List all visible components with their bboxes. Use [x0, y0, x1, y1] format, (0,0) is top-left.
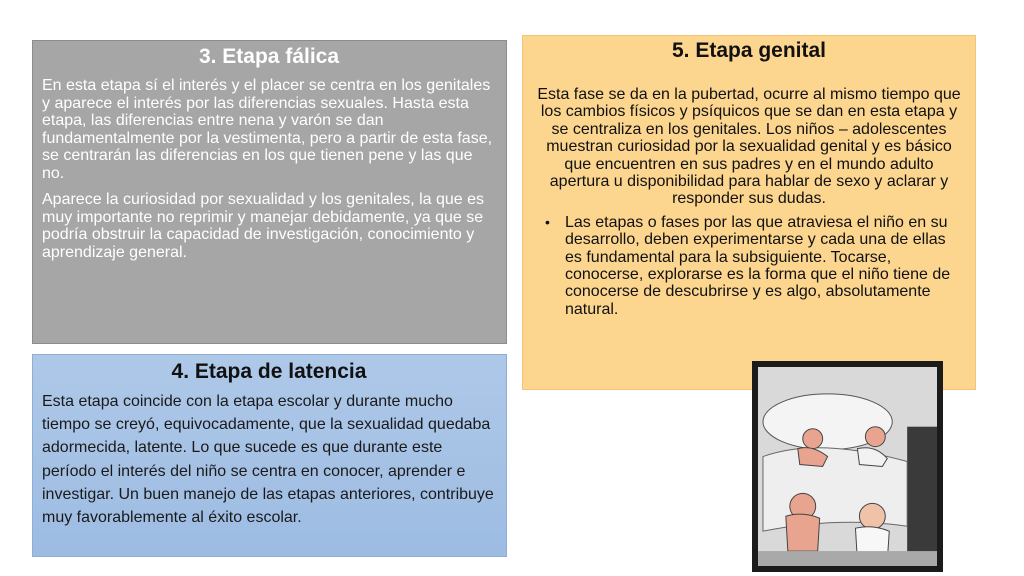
stage5-bullet-item	[545, 213, 963, 318]
stage5-text: Esta fase se da en la pubertad, ocurre al mismo tiempo que los cambios físicos y psíquicos que se dan en esta etapa y se centraliza en los genitales. Los niños – adolescentes muestran curiosidad por la sexualidad genital y es básico que encuentren en sus padres y en el mundo adulto apertura u disponibilidad para hablar de sexo y aclarar y responder sus dudas.	[537, 86, 961, 208]
stage5-panel	[522, 35, 976, 390]
stage4-text: Esta etapa coincide con la etapa escolar y durante mucho tiempo se creyó, equivocadamente, que la sexualidad quedaba adormecida, latente. Lo que sucede es que durante este período el interés del niño se centra en conocer, aprender e investigar. Un buen manejo de las etapas anteriores, contribuye muy favorablemente al éxito escolar.	[42, 393, 494, 527]
stage4-panel	[32, 354, 507, 557]
stage3-paragraph-1: En esta etapa sí el interés y el placer se centra en los genitales y aparece el interés por las diferencias sexuales. Hasta esta etapa, las diferencias entre nena y varón se dan fundamentalmente por la vestimenta, pero a partir de esta fase, se centrarán las diferencias en los que tienen pene y las que no.	[42, 77, 493, 182]
family-bed-illustration-drawing	[758, 367, 937, 566]
stage5-title: 5. Etapa genital	[671, 39, 827, 62]
bullet-icon: •	[545, 213, 550, 230]
family-bed-illustration	[752, 361, 943, 572]
stage5-bullet-list	[535, 214, 963, 318]
stage3-title: 3. Etapa fálica	[198, 45, 340, 68]
stage5-bullet-text: Las etapas o fases por las que atraviesa el niño en su desarrollo, deben experimentarse y cada una de ellas es fundamental para la subsiguiente. Tocarse, conocerse, explorarse es la forma que el niño tiene de conocerse de descubrirse y es algo, absolutamente natural.	[565, 213, 951, 318]
stage4-title: 4. Etapa de latencia	[171, 360, 367, 383]
stage3-paragraph-2: Aparece la curiosidad por sexualidad y los genitales, la que es muy importante no reprimir y manejar debidamente, ya que se podría obstruir la capacidad de investigación, conocimiento y aprendizaje general.	[42, 191, 485, 261]
stage3-panel	[32, 40, 507, 344]
